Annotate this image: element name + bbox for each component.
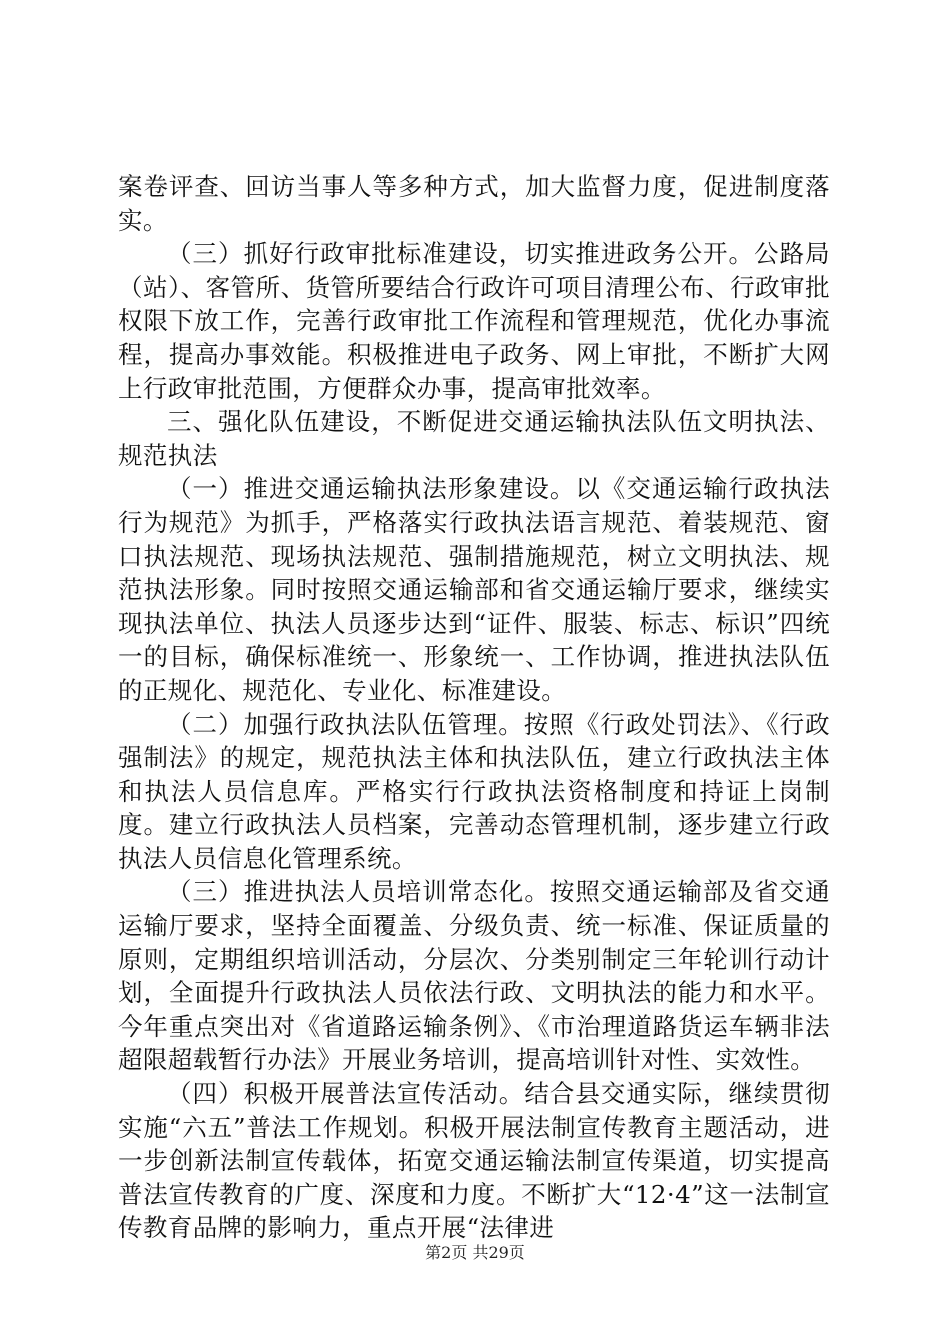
page-number-label: 第2页 共29页 — [425, 1243, 525, 1262]
paragraph-7: （四）积极开展普法宣传活动。结合县交通实际，继续贯彻实施“六五”普法工作规划。积极开展法制宣传教育主题活动，进一步创新法制宣传载体，拓宽交通运输法制宣传渠道，切实提高普法宣传教育的广度、深度和力度。不断扩大“12·4”这一法制宣传教育品牌的影响力，重点开展“法律进 — [118, 1079, 830, 1243]
paragraph-4: （一）推进交通运输执法形象建设。以《交通运输行政执法行为规范》为抓手，严格落实行政执法语言规范、着装规范、窗口执法规范、现场执法规范、强制措施规范，树立文明执法、规范执法形象。同时按照交通运输部和省交通运输厅要求，继续实现执法单位、执法人员逐步达到“证件、服装、标志、标识”四统一的目标，确保标准统一、形象统一、工作协调，推进执法队伍的正规化、规范化、专业化、标准建设。 — [118, 474, 830, 705]
document-body — [118, 170, 830, 1245]
paragraph-1: 案卷评查、回访当事人等多种方式，加大监督力度，促进制度落实。 — [118, 172, 830, 235]
paragraph-2: （三）抓好行政审批标准建设，切实推进政务公开。公路局（站）、客管所、货管所要结合行政许可项目清理公布、行政审批权限下放工作，完善行政审批工作流程和管理规范，优化办事流程，提高办事效能。积极推进电子政务、网上审批，不断扩大网上行政审批范围，方便群众办事，提高审批效率。 — [118, 239, 830, 403]
paragraph-6: （三）推进执法人员培训常态化。按照交通运输部及省交通运输厅要求，坚持全面覆盖、分级负责、统一标准、保证质量的原则，定期组织培训活动，分层次、分类别制定三年轮训行动计划，全面提升行政执法人员依法行政、文明执法的能力和水平。今年重点突出对《省道路运输条例》、《市治理道路货运车辆非法超限超载暂行办法》开展业务培训，提高培训针对性、实效性。 — [118, 877, 830, 1075]
section-heading-3: 三、强化队伍建设，不断促进交通运输执法队伍文明执法、规范执法 — [118, 407, 830, 470]
page-footer — [0, 1240, 950, 1263]
paragraph-5: （二）加强行政执法队伍管理。按照《行政处罚法》、《行政强制法》的规定，规范执法主体和执法队伍，建立行政执法主体和执法人员信息库。严格实行行政执法资格制度和持证上岗制度。建立行政执法人员档案，完善动态管理机制，逐步建立行政执法人员信息化管理系统。 — [118, 709, 830, 873]
